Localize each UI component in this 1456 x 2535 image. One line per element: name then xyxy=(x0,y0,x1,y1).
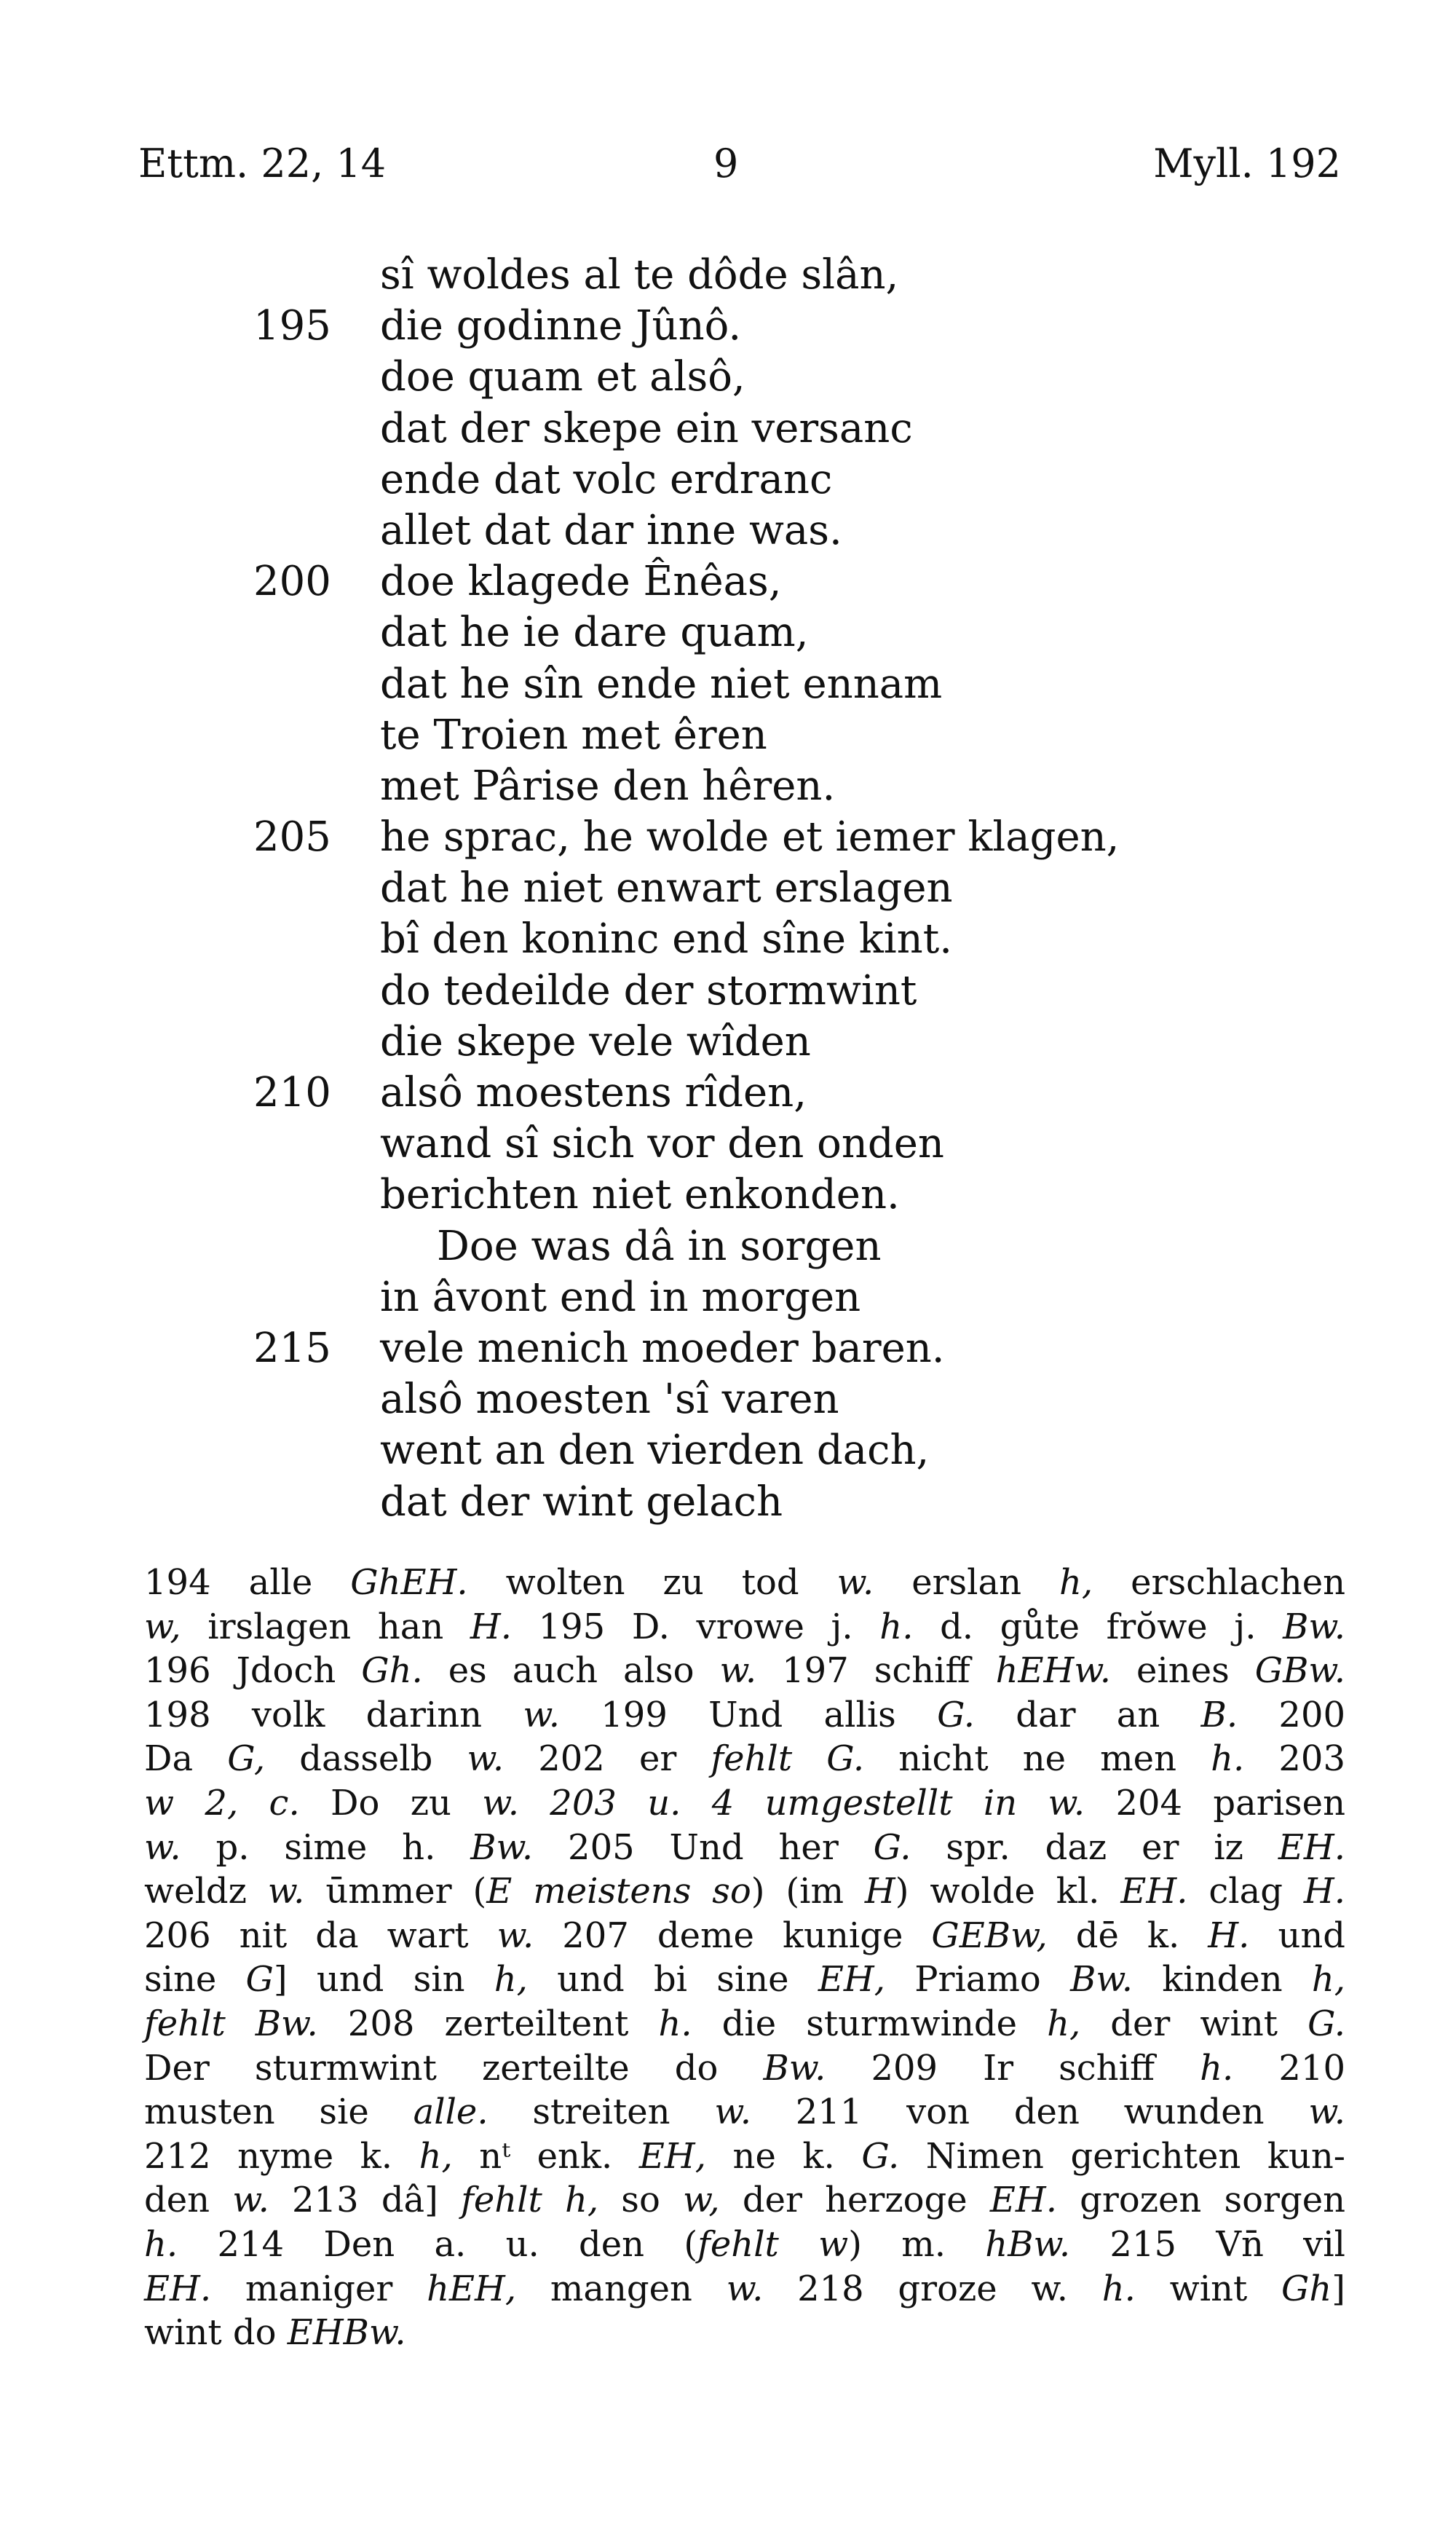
siglum-italic: G. xyxy=(937,1694,975,1735)
siglum-italic: hBw. xyxy=(985,2223,1071,2265)
apparatus-text xyxy=(519,1783,550,1824)
siglum-italic: EH, xyxy=(638,2135,706,2177)
apparatus-text: und xyxy=(1249,1915,1346,1956)
apparatus-text: 211 von den wunden xyxy=(751,2092,1309,2133)
apparatus-text: ) wolde kl. xyxy=(895,1871,1121,1912)
apparatus-text: spr. daz er iz xyxy=(911,1826,1278,1868)
apparatus-text: maniger xyxy=(211,2268,427,2309)
verse-text: dat he ie dare quam, xyxy=(380,609,809,657)
apparatus-text: ūmmer ( xyxy=(304,1871,487,1912)
apparatus-text: 204 parisen xyxy=(1085,1782,1345,1824)
apparatus-text: erslan xyxy=(874,1562,1060,1603)
apparatus-line xyxy=(144,2002,1345,2046)
apparatus-text: die sturmwinde xyxy=(692,2003,1048,2044)
verse-text: bî den koninc end sîne kint. xyxy=(380,915,952,963)
apparatus-line xyxy=(144,1826,1345,1870)
apparatus-line xyxy=(144,1649,1345,1693)
apparatus-line xyxy=(144,2267,1345,2311)
siglum-italic: G. xyxy=(873,1826,911,1868)
apparatus-line xyxy=(144,1561,1345,1605)
page-number: 9 xyxy=(713,141,739,186)
apparatus-line xyxy=(144,2134,1345,2179)
apparatus-text: kinden xyxy=(1132,1959,1312,2000)
verse-text: alsô moestens rîden, xyxy=(380,1069,807,1116)
apparatus-text: und bi sine xyxy=(527,1959,818,2000)
apparatus-text: der herzoge xyxy=(719,2180,990,2221)
apparatus-line xyxy=(144,1869,1345,1914)
verse-text: berichten niet enkonden. xyxy=(380,1171,900,1219)
siglum-italic: w. xyxy=(1308,2092,1346,2133)
siglum-italic: H xyxy=(864,1871,895,1912)
siglum-italic: GEBw, xyxy=(931,1915,1048,1956)
apparatus-text: ] und sin xyxy=(273,1959,494,2000)
apparatus-text: 208 zerteiltent xyxy=(317,2003,659,2044)
apparatus-text: 197 schiff xyxy=(756,1650,996,1692)
verse-text: in âvont end in morgen xyxy=(380,1273,861,1321)
siglum-italic: G xyxy=(245,1959,274,2000)
siglum-italic: h, xyxy=(1311,1959,1346,2000)
siglum-italic: EH. xyxy=(989,2180,1057,2221)
verse-line xyxy=(0,556,1456,607)
apparatus-text: ) m. xyxy=(848,2223,986,2265)
siglum-italic: alle. xyxy=(413,2092,488,2133)
verse-line xyxy=(0,1477,1456,1528)
siglum-italic: fehlt h, xyxy=(461,2180,599,2221)
siglum-italic: Gh xyxy=(1281,2268,1332,2309)
siglum-italic: h. xyxy=(1200,2047,1234,2089)
apparatus-text: 198 volk darinn xyxy=(144,1694,523,1735)
verse-line xyxy=(0,301,1456,352)
apparatus-text: 215 Vn̄ vil xyxy=(1070,2223,1346,2265)
verse-text: met Pârise den hêren. xyxy=(380,762,836,810)
apparatus-text: mangen xyxy=(516,2268,727,2309)
verse-line xyxy=(0,454,1456,505)
apparatus-text: 200 xyxy=(1238,1694,1346,1735)
apparatus-text: 206 nit da wart xyxy=(144,1915,497,1956)
siglum-italic: h, xyxy=(1047,2003,1081,2044)
siglum-italic: Bw. xyxy=(763,2047,826,2089)
apparatus-text: weldz xyxy=(144,1871,268,1912)
apparatus-text: ne k. xyxy=(705,2135,862,2177)
verse-text: vele menich moeder baren. xyxy=(380,1324,945,1372)
siglum-italic: G. xyxy=(1307,2003,1346,2044)
apparatus-line xyxy=(144,2046,1345,2091)
apparatus-text: dasselb xyxy=(265,1738,467,1780)
apparatus-line xyxy=(144,2178,1345,2223)
apparatus-text: wint xyxy=(1135,2268,1281,2309)
apparatus-text: Da xyxy=(144,1738,228,1780)
verse-line xyxy=(0,914,1456,965)
siglum-italic: w, xyxy=(144,1606,181,1647)
verse-line xyxy=(0,659,1456,710)
line-number: 215 xyxy=(253,1324,331,1372)
apparatus-line xyxy=(144,1781,1345,1826)
siglum-italic: EH, xyxy=(818,1959,885,2000)
siglum-italic: h, xyxy=(419,2135,453,2177)
siglum-italic: fehlt Bw. xyxy=(144,2003,318,2044)
apparatus-line xyxy=(144,2223,1345,2267)
siglum-italic: H. xyxy=(470,1606,512,1647)
apparatus-text: wint do xyxy=(144,2312,288,2354)
apparatus-text: der wint xyxy=(1080,2003,1308,2044)
line-number: 195 xyxy=(253,302,331,350)
apparatus-line xyxy=(144,1914,1345,1958)
siglum-italic: EH. xyxy=(144,2268,212,2309)
apparatus-text: 214 Den a. u. den ( xyxy=(178,2223,698,2265)
apparatus-text: wolten zu tod xyxy=(467,1562,837,1603)
verse-text: Doe was dâ in sorgen xyxy=(437,1222,882,1270)
verse-text: die skepe vele wîden xyxy=(380,1017,811,1065)
siglum-italic: B. xyxy=(1200,1694,1238,1735)
siglum-italic: EHBw. xyxy=(287,2312,406,2354)
verse-text: ende dat volc erdranc xyxy=(380,455,833,503)
siglum-italic: h. xyxy=(144,2223,178,2265)
apparatus-text: erschlachen xyxy=(1093,1562,1346,1603)
apparatus-line xyxy=(144,1958,1345,2002)
apparatus-text: nᵗ enk. xyxy=(452,2135,639,2177)
apparatus-text: clag xyxy=(1187,1871,1304,1912)
siglum-italic: h. xyxy=(658,2003,692,2044)
apparatus-text: Nimen gerichten kun- xyxy=(899,2135,1346,2177)
siglum-italic: w. xyxy=(836,1562,874,1603)
siglum-italic: h. xyxy=(1211,1738,1245,1780)
apparatus-text: so xyxy=(598,2180,684,2221)
verse-text: he sprac, he wolde et iemer klagen, xyxy=(380,813,1120,862)
verse-line xyxy=(0,352,1456,403)
apparatus-text: 209 Ir schiff xyxy=(826,2047,1200,2089)
siglum-italic: w. xyxy=(496,1915,534,1956)
siglum-italic: hEHw. xyxy=(995,1650,1112,1692)
apparatus-text: irslagen han xyxy=(181,1606,470,1647)
apparatus-text: eines xyxy=(1111,1650,1255,1692)
verse-text: dat der wint gelach xyxy=(380,1478,783,1526)
verse-line xyxy=(0,761,1456,812)
line-number: 200 xyxy=(253,558,331,606)
siglum-italic: w, xyxy=(683,2180,720,2221)
siglum-italic: w. xyxy=(267,1871,305,1912)
siglum-italic: GBw. xyxy=(1254,1650,1345,1692)
apparatus-text: dē k. xyxy=(1047,1915,1208,1956)
apparatus-text: p. sime h. xyxy=(181,1826,471,1868)
verse-line xyxy=(0,250,1456,301)
verse-block xyxy=(0,250,1456,1528)
siglum-italic: fehlt w xyxy=(697,2223,849,2265)
apparatus-line xyxy=(144,1693,1345,1738)
apparatus-line xyxy=(144,1737,1345,1781)
siglum-italic: w. xyxy=(482,1782,519,1824)
siglum-italic: GhEH. xyxy=(350,1562,468,1603)
verse-line xyxy=(0,1425,1456,1476)
siglum-italic: fehlt G. xyxy=(711,1738,865,1780)
siglum-italic: w. xyxy=(523,1694,560,1735)
siglum-italic: w. xyxy=(726,2268,764,2309)
siglum-italic: w. xyxy=(467,1738,505,1780)
verse-text: alsô moesten 'sî varen xyxy=(380,1376,839,1424)
verse-line xyxy=(0,1119,1456,1170)
apparatus-text: d. gůte frŏwe j. xyxy=(913,1606,1283,1647)
apparatus-text: Do zu xyxy=(299,1782,483,1824)
verse-line xyxy=(0,863,1456,914)
verse-line xyxy=(0,1374,1456,1425)
apparatus-text: musten sie xyxy=(144,2092,414,2133)
verse-text: wand sî sich vor den onden xyxy=(380,1120,944,1168)
running-header-left: Ettm. 22, 14 xyxy=(138,141,387,186)
siglum-italic: w. xyxy=(714,2092,751,2133)
apparatus-text: 205 Und her xyxy=(533,1826,874,1868)
siglum-italic: Bw. xyxy=(1070,1959,1133,2000)
apparatus-text: 218 groze w. xyxy=(763,2268,1102,2309)
siglum-italic: G, xyxy=(227,1738,266,1780)
apparatus-text: grozen sorgen xyxy=(1057,2180,1346,2221)
apparatus-text: sine xyxy=(144,1959,246,2000)
siglum-italic: w 2, c. xyxy=(144,1782,300,1824)
apparatus-text: streiten xyxy=(488,2092,715,2133)
verse-line xyxy=(0,812,1456,863)
siglum-italic: h. xyxy=(879,1606,914,1647)
apparatus-text: 210 xyxy=(1233,2047,1346,2089)
apparatus-text: 212 nyme k. xyxy=(144,2135,419,2177)
verse-line xyxy=(0,1017,1456,1068)
verse-line xyxy=(0,710,1456,761)
apparatus-text: ] xyxy=(1332,2268,1345,2309)
verse-line xyxy=(0,1323,1456,1374)
apparatus-text: Der sturmwint zerteilte do xyxy=(144,2047,764,2089)
verse-line xyxy=(0,1068,1456,1119)
siglum-italic: Bw. xyxy=(1283,1606,1345,1647)
verse-text: do tedeilde der stormwint xyxy=(380,966,917,1014)
verse-text: dat he sîn ende niet ennam xyxy=(380,660,943,708)
apparatus-line xyxy=(144,1605,1345,1649)
siglum-italic: 203 u. 4 umgestellt in w. xyxy=(550,1782,1085,1824)
apparatus-text: ) (im xyxy=(751,1871,865,1912)
apparatus-text: 203 xyxy=(1244,1738,1346,1780)
running-header-right: Myll. 192 xyxy=(1153,141,1341,186)
siglum-italic: h, xyxy=(1059,1562,1093,1603)
apparatus-line xyxy=(144,2090,1345,2134)
apparatus-text: 202 er xyxy=(504,1738,711,1780)
apparatus-text: 196 Jdoch xyxy=(144,1650,362,1692)
siglum-italic: E meistens so xyxy=(486,1871,751,1912)
verse-line xyxy=(0,1272,1456,1323)
verse-text: sî woldes al te dôde slân, xyxy=(380,251,899,299)
siglum-italic: Bw. xyxy=(470,1826,534,1868)
apparatus-text: Priamo xyxy=(885,1959,1071,2000)
apparatus-text: 207 deme kunige xyxy=(534,1915,932,1956)
apparatus-text: 213 dâ] xyxy=(269,2180,462,2221)
siglum-italic: h, xyxy=(494,1959,528,2000)
apparatus-text: 195 D. vrowe j. xyxy=(512,1606,880,1647)
verse-text: doe quam et alsô, xyxy=(380,353,745,401)
siglum-italic: EH. xyxy=(1278,1826,1346,1868)
verse-line xyxy=(0,966,1456,1017)
verse-line xyxy=(0,1221,1456,1272)
apparatus-text: 199 Und allis xyxy=(560,1694,938,1735)
critical-apparatus xyxy=(144,1561,1345,2355)
verse-text: dat he niet enwart erslagen xyxy=(380,864,953,912)
verse-text: allet dat dar inne was. xyxy=(380,506,842,554)
siglum-italic: Gh. xyxy=(361,1650,423,1692)
verse-line xyxy=(0,403,1456,454)
verse-text: dat der skepe ein versanc xyxy=(380,404,913,452)
siglum-italic: h. xyxy=(1101,2268,1136,2309)
verse-text: te Troien met êren xyxy=(380,711,767,759)
verse-line xyxy=(0,505,1456,556)
siglum-italic: G. xyxy=(861,2135,900,2177)
verse-text: die godinne Jûnô. xyxy=(380,302,742,350)
apparatus-line xyxy=(144,2311,1345,2355)
verse-line xyxy=(0,607,1456,658)
line-number: 210 xyxy=(253,1069,331,1116)
apparatus-text: dar an xyxy=(974,1694,1201,1735)
siglum-italic: hEH, xyxy=(427,2268,517,2309)
siglum-italic: H. xyxy=(1208,1915,1250,1956)
siglum-italic: EH. xyxy=(1120,1871,1188,1912)
apparatus-text: den xyxy=(144,2180,233,2221)
verse-line xyxy=(0,1170,1456,1221)
siglum-italic: w. xyxy=(232,2180,269,2221)
line-number: 205 xyxy=(253,813,331,862)
siglum-italic: w. xyxy=(719,1650,757,1692)
verse-text: doe klagede Ênêas, xyxy=(380,558,782,606)
apparatus-text: nicht ne men xyxy=(864,1738,1211,1780)
siglum-italic: w. xyxy=(144,1826,181,1868)
apparatus-text: 194 alle xyxy=(144,1562,351,1603)
verse-text: went an den vierden dach, xyxy=(380,1427,930,1475)
apparatus-text: es auch also xyxy=(422,1650,720,1692)
siglum-italic: H. xyxy=(1303,1871,1345,1912)
